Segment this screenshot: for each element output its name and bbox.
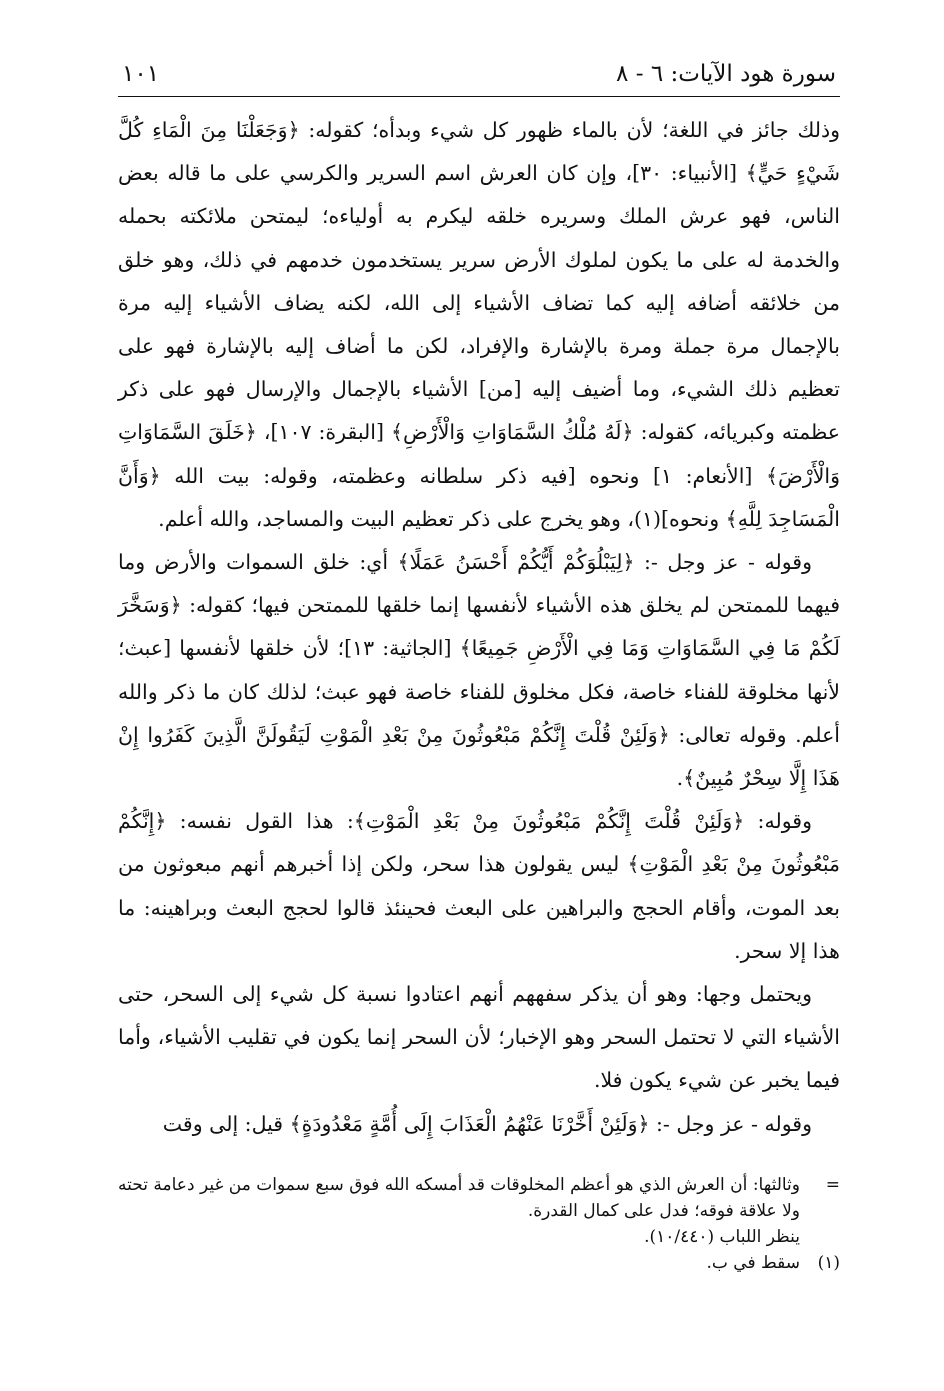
running-header (118, 56, 840, 97)
page-number: ١٠١ (122, 61, 160, 87)
body-text (118, 109, 840, 1146)
paragraph-5: وقوله - عز وجل -: ﴿وَلَئِنْ أَخَّرْنَا عَنْهُمُ الْعَذَابَ إِلَى أُمَّةٍ مَعْدُودَةٍ﴾ قيل: إلى وقت (162, 1111, 812, 1136)
paragraph-1: وذلك جائز في اللغة؛ لأن بالماء ظهور كل شيء وبدأه؛ كقوله: ﴿وَجَعَلْنَا مِنَ الْمَاءِ كُلَّ شَيْءٍ حَيٍّ﴾ [الأنبياء: ٣٠]، وإن كان العرش اسم السرير والكرسي على ما قاله بعض الناس، فهو عرش الملك وسريره خلقه ليكرم به أولياءه؛ ليمتحن ملائكته بحمله والخدمة له على ما يكون لملوك الأرض سرير يستخدمون خدمهم في ذلك، وهو خلق من خلائقه أضافه إليه كما تضاف الأشياء إلى الله، لكنه يضاف الأشياء إليه مرة بالإجمال مرة جملة ومرة بالإشارة والإفراد، لكن ما أضاف إليه بالإشارة فهو على تعظيم ذلك الشيء، وما أضيف إليه [من] الأشياء بالإجمال والإرسال فهو على ذكر عظمته وكبريائه، كقوله: ﴿لَهُ مُلْكُ السَّمَاوَاتِ وَالْأَرْضِ﴾ [البقرة: ١٠٧]، ﴿خَلَقَ السَّمَاوَاتِ وَالْأَرْضَ﴾ [الأنعام: ١] ونحوه [فيه ذكر سلطانه وعظمته، وقوله: بيت الله ﴿وَأَنَّ الْمَسَاجِدَ لِلَّهِ﴾ ونحوه](١)، وهو يخرج على ذكر تعظيم البيت والمساجد، والله أعلم. (118, 118, 841, 531)
footnote-1 (118, 1250, 840, 1276)
header-title: سورة هود الآيات: ٦ - ٨ (616, 61, 836, 87)
footnote-continuation-mark: = (825, 1175, 840, 1195)
footnote-continuation-text (118, 1172, 800, 1250)
footnote-line: وثالثها: أن العرش الذي هو أعظم المخلوقات قد أمسكه الله فوق سبع سموات من غير دعامة تحته ولا علاقة فوقه؛ فدل على كمال القدرة. (118, 1175, 800, 1221)
footnote-1-mark: (١) (817, 1253, 840, 1273)
footnote-line: ينظر اللباب (١٠/٤٤٠). (644, 1227, 800, 1247)
footnotes (118, 1172, 840, 1276)
paragraph-2: وقوله - عز وجل -: ﴿لِيَبْلُوَكُمْ أَيُّكُمْ أَحْسَنُ عَمَلًا﴾ أي: خلق السموات والأرض وما فيهما للممتحن لم يخلق هذه الأشياء لأنفسها إنما خلقها للممتحن فيها؛ كقوله: ﴿وَسَخَّرَ لَكُمْ مَا فِي السَّمَاوَاتِ وَمَا فِي الْأَرْضِ جَمِيعًا﴾ [الجاثية: ١٣]؛ لأن خلقها لأنفسها [عبث؛ لأنها مخلوقة للفناء خاصة، فكل مخلوق للفناء خاصة فهو عبث؛ لذلك كان ما ذكر والله أعلم. وقوله تعالى: ﴿وَلَئِنْ قُلْتَ إِنَّكُمْ مَبْعُوثُونَ مِنْ بَعْدِ الْمَوْتِ لَيَقُولَنَّ الَّذِينَ كَفَرُوا إِنْ هَذَا إِلَّا سِحْرٌ مُبِينٌ﴾. (118, 550, 840, 791)
footnote-continuation (118, 1172, 840, 1250)
paragraph-4: ويحتمل وجها: وهو أن يذكر سفههم أنهم اعتادوا نسبة كل شيء إلى السحر، حتى الأشياء التي لا تحتمل السحر وهو الإخبار؛ لأن السحر إنما يكون في تقليب الأشياء، وأما فيما يخبر عن شيء يكون فلا. (118, 982, 840, 1093)
paragraph-3: وقوله: ﴿وَلَئِنْ قُلْتَ إِنَّكُمْ مَبْعُوثُونَ مِنْ بَعْدِ الْمَوْتِ﴾: هذا القول نفسه: ﴿إِنَّكُمْ مَبْعُوثُونَ مِنْ بَعْدِ الْمَوْتِ﴾ ليس يقولون هذا سحر، ولكن إذا أخبرهم أنهم مبعوثون من بعد الموت، وأقام الحجج والبراهين على البعث فحينئذ قالوا لحجج البعث وبراهينه: ما هذا إلا سحر. (118, 809, 840, 963)
footnote-1-text: سقط في ب. (706, 1253, 800, 1273)
page (118, 56, 840, 1146)
